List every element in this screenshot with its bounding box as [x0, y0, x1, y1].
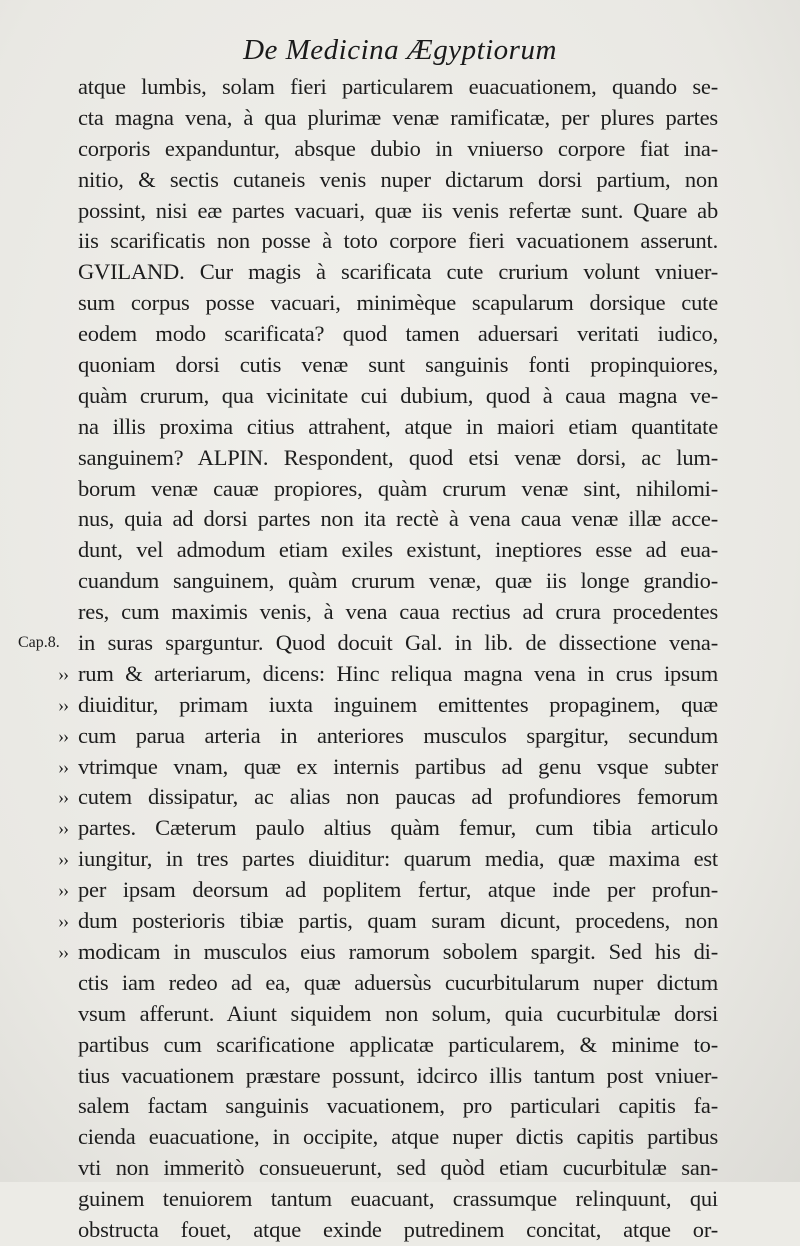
text-line: dunt, vel admodum etiam exiles existunt, ineptiores esse ad eua- [78, 537, 718, 563]
text-line: per ipsam deorsum ad poplitem fertur, atque inde per profun- [78, 877, 718, 903]
text-line: ctis iam redeo ad ea, quæ aduersùs cucurbitularum nuper dictum [78, 969, 718, 995]
quote-mark: ›› [58, 787, 68, 808]
text-line: quoniam dorsi cutis venæ sunt sanguinis fonti propinquiores, [78, 352, 718, 378]
text-line: cta magna vena, à qua plurimæ venæ ramificatæ, per plures partes [78, 104, 718, 130]
text-line: obstructa fouet, atque exinde putredinem concitat, atque or- [78, 1216, 718, 1242]
text-line: na illis proxima citius attrahent, atque in maiori etiam quantitate [78, 413, 718, 439]
text-line: quàm crurum, qua vicinitate cui dubium, quod à caua magna ve- [78, 382, 718, 408]
text-line: vsum afferunt. Aiunt siquidem non solum, quia cucurbitulæ dorsi [78, 1000, 718, 1026]
running-header: De Medicina Ægyptiorum [243, 34, 557, 66]
text-line: tius vacuationem præstare possunt, idcirco illis tantum post vniuer- [78, 1062, 718, 1088]
text-line: diuiditur, primam iuxta inguinem emittentes propaginem, quæ [78, 691, 718, 717]
text-line: res, cum maximis venis, à vena caua rectius ad crura procedentes [78, 599, 718, 625]
text-line: nitio, & sectis cutaneis venis nuper dictarum dorsi partium, non [78, 166, 718, 192]
text-line: nus, quia ad dorsi partes non ita rectè à vena caua venæ illæ acce- [78, 506, 718, 532]
body-text [78, 72, 718, 1246]
text-line: partibus cum scarificatione applicatæ particularem, & minime to- [78, 1031, 718, 1057]
text-line: partes. Cæterum paulo altius quàm femur, cum tibia articulo [78, 815, 718, 841]
quote-mark: ›› [58, 911, 68, 932]
quote-mark: ›› [58, 756, 68, 777]
text-line: sum corpus posse vacuari, minimèque scapularum dorsique cute [78, 290, 718, 316]
text-line: cutem dissipatur, ac alias non paucas ad profundiores femorum [78, 784, 718, 810]
text-line: iungitur, in tres partes diuiditur: quarum media, quæ maxima est [78, 846, 718, 872]
quote-mark: ›› [58, 818, 68, 839]
chapter-margin-note: Cap.8. [18, 634, 60, 652]
text-line: modicam in musculos eius ramorum sobolem spargit. Sed his di- [78, 938, 718, 964]
quote-mark: ›› [58, 880, 68, 901]
text-line: cuandum sanguinem, quàm crurum venæ, quæ iis longe grandio- [78, 568, 718, 594]
text-line: vti non immeritò consueuerunt, sed quòd etiam cucurbitulæ san- [78, 1155, 718, 1181]
text-line: guinem tenuiorem tantum euacuant, crassumque relinquunt, qui [78, 1186, 718, 1212]
quote-mark: ›› [58, 725, 68, 746]
left-margin [0, 72, 78, 968]
text-line: vtrimque vnam, quæ ex internis partibus ad genu vsque subter [78, 753, 718, 779]
quote-mark: ›› [58, 694, 68, 715]
text-line: in suras sparguntur. Quod docuit Gal. in lib. de dissectione vena- [78, 630, 718, 656]
text-line: GVILAND. Cur magis à scarificata cute crurium volunt vniuer- [78, 259, 718, 285]
quote-mark: ›› [58, 941, 68, 962]
text-line: salem factam sanguinis vacuationem, pro particulari capitis fa- [78, 1093, 718, 1119]
text-line: borum venæ cauæ propiores, quàm crurum venæ sint, nihilomi- [78, 475, 718, 501]
text-line: cienda euacuatione, in occipite, atque nuper dictis capitis partibus [78, 1124, 718, 1150]
text-line: corporis expanduntur, absque dubio in vniuerso corpore fiat ina- [78, 135, 718, 161]
text-line: possint, nisi eæ partes vacuari, quæ iis venis refertæ sunt. Quare ab [78, 197, 718, 223]
text-line: eodem modo scarificata? quod tamen aduersari veritati iudico, [78, 321, 718, 347]
text-line: rum & arteriarum, dicens: Hinc reliqua magna vena in crus ipsum [78, 660, 718, 686]
text-line: dum posterioris tibiæ partis, quam suram dicunt, procedens, non [78, 908, 718, 934]
quote-mark: ›› [58, 849, 68, 870]
text-line: iis scarificatis non posse à toto corpore fieri vacuationem asserunt. [78, 228, 718, 254]
text-line: sanguinem? ALPIN. Respondent, quod etsi venæ dorsi, ac lum- [78, 444, 718, 470]
quote-mark: ›› [58, 663, 68, 684]
text-line: cum parua arteria in anteriores musculos spargitur, secundum [78, 722, 718, 748]
text-line: atque lumbis, solam fieri particularem euacuationem, quando se- [78, 74, 718, 99]
